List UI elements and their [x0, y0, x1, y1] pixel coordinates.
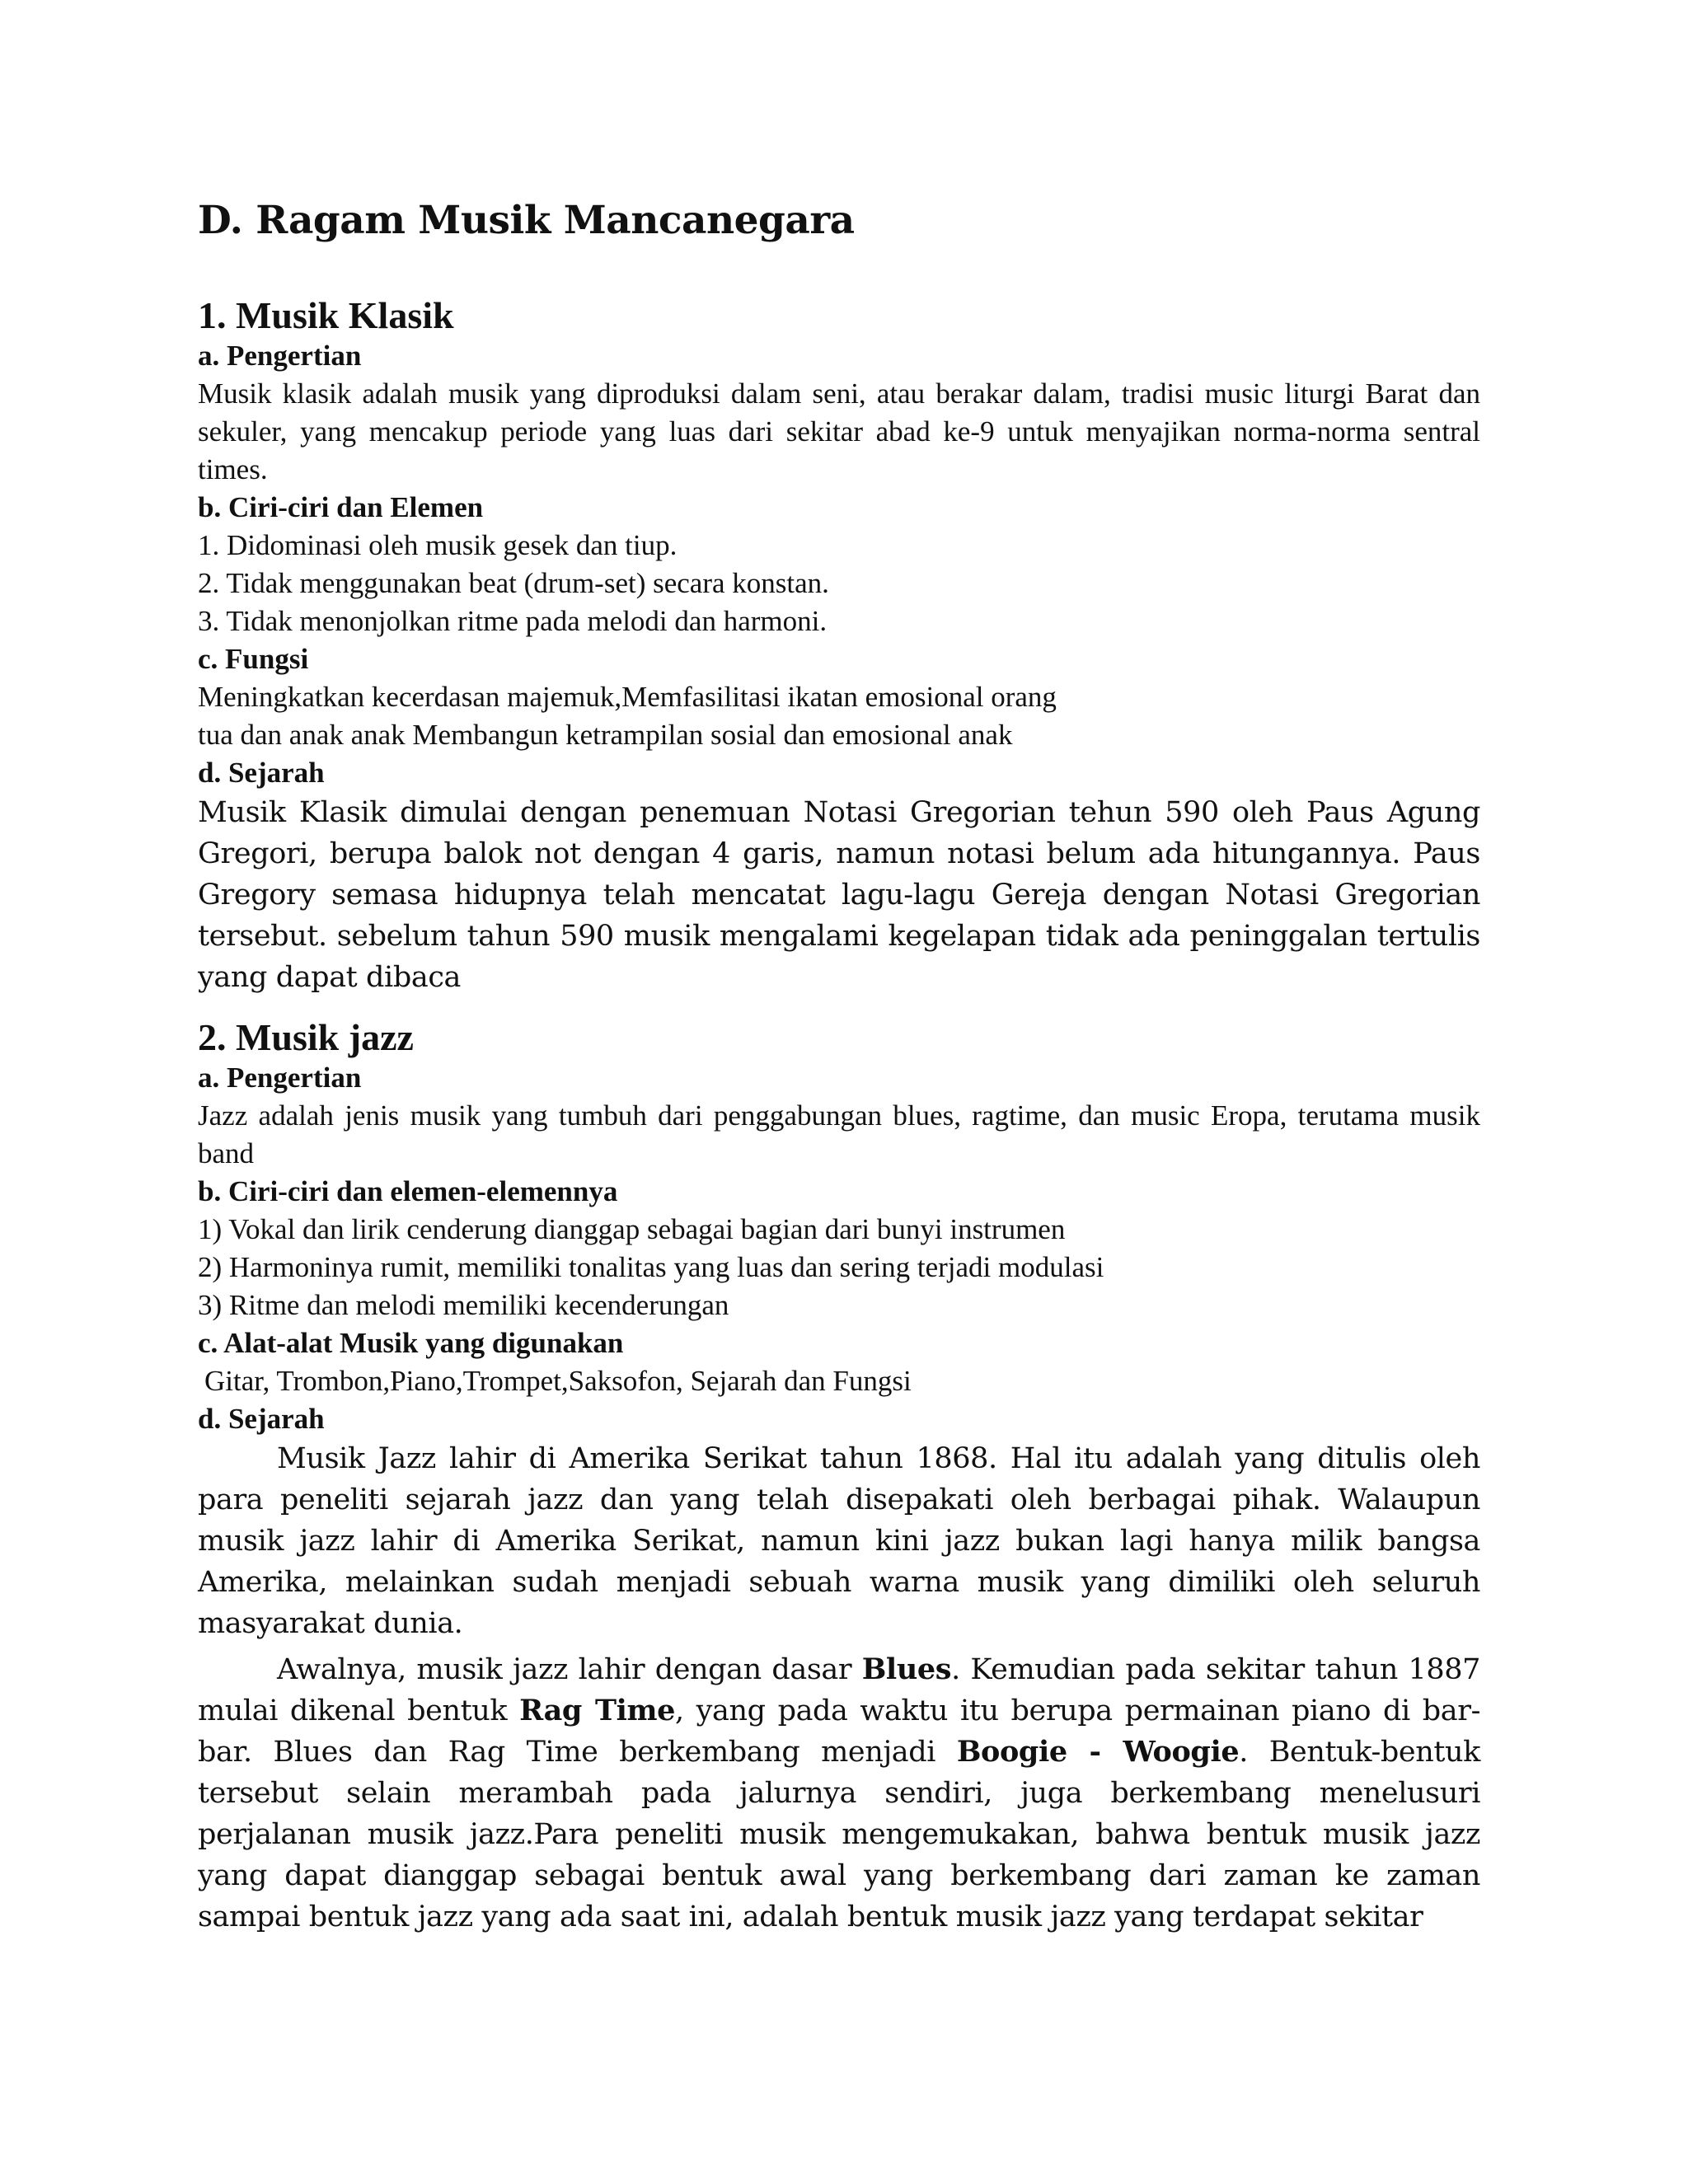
term-rag-time: Rag Time — [519, 1694, 676, 1727]
klasik-ciri-label: b. Ciri-ciri dan Elemen — [198, 491, 484, 523]
jazz-sejarah-paragraph-2 — [198, 1649, 1480, 1938]
p2-text-3: , yang pada waktu itu berupa permainan piano di bar-bar. Blues dan Rag Time berkembang menjadi — [198, 1694, 1480, 1769]
klasik-fungsi-line: Meningkatkan kecerdasan majemuk,Memfasilitasi ikatan emosional orang — [198, 681, 1057, 713]
p2-text-4: . Bentuk-bentuk tersebut selain merambah pada jalurnya sendiri, juga berkembang menelusuri perjalanan musik jazz.Para peneliti musik mengemukakan, bahwa bentuk musik jazz yang dapat dianggap sebagai bentuk awal yang berkembang dari zaman ke zaman sampai bentuk jazz yang ada saat ini, adalah bentuk musik jazz yang terdapat sekitar — [198, 1736, 1480, 1933]
page-title: D. Ragam Musik Mancanegara — [198, 198, 855, 243]
term-boogie-woogie: Boogie - Woogie — [956, 1735, 1240, 1769]
p2-text-2: . Kemudian pada sekitar tahun 1887 mulai dikenal bentuk — [198, 1653, 1480, 1727]
section-heading-jazz: 2. Musik jazz — [198, 1016, 414, 1058]
jazz-ciri-item: 2) Harmoninya rumit, memiliki tonalitas yang luas dan sering terjadi modulasi — [198, 1251, 1104, 1283]
klasik-pengertian-text: Musik klasik adalah musik yang diproduksi dalam seni, atau berakar dalam, tradisi music liturgi Barat dan sekuler, yang mencakup periode yang luas dari sekitar abad ke-9 untuk menyajikan norma-norma sentral times. — [198, 377, 1480, 485]
section-heading-klasik: 1. Musik Klasik — [198, 294, 454, 336]
klasik-fungsi-line: tua dan anak anak Membangun ketrampilan sosial dan emosional anak — [198, 719, 1013, 751]
klasik-sejarah-label: d. Sejarah — [198, 757, 325, 789]
klasik-sejarah-text: Musik Klasik dimulai dengan penemuan Notasi Gregorian tehun 590 oleh Paus Agung Gregori, berupa balok not dengan 4 garis, namun notasi belum ada hitungannya. Paus Gregory semasa hidupnya telah mencatat lagu-lagu Gereja dengan Notasi Gregorian tersebut. sebelum tahun 590 musik mengalami kegelapan tidak ada peninggalan tertulis yang dapat dibaca — [198, 796, 1480, 994]
klasik-pengertian-label: a. Pengertian — [198, 340, 362, 372]
jazz-sejarah-label: d. Sejarah — [198, 1403, 325, 1435]
klasik-ciri-item: 3. Tidak menonjolkan ritme pada melodi dan harmoni. — [198, 605, 828, 637]
jazz-alat-text: Gitar, Trombon,Piano,Trompet,Saksofon, Sejarah dan Fungsi — [204, 1365, 912, 1397]
p2-text-1: Awalnya, musik jazz lahir dengan dasar — [277, 1653, 862, 1686]
klasik-ciri-item: 1. Didominasi oleh musik gesek dan tiup. — [198, 529, 678, 561]
jazz-alat-label: c. Alat-alat Musik yang digunakan — [198, 1327, 624, 1359]
jazz-pengertian-label: a. Pengertian — [198, 1062, 362, 1094]
jazz-ciri-item: 3) Ritme dan melodi memiliki kecenderungan — [198, 1289, 729, 1321]
jazz-sejarah-paragraph-1: Musik Jazz lahir di Amerika Serikat tahun 1868. Hal itu adalah yang ditulis oleh para peneliti sejarah jazz dan yang telah disepakati oleh berbagai pihak. Walaupun musik jazz lahir di Amerika Serikat, namun kini jazz bukan lagi hanya milik bangsa Amerika, melainkan sudah menjadi sebuah warna musik yang dimiliki oleh seluruh masyarakat dunia. — [198, 1442, 1480, 1640]
klasik-ciri-item: 2. Tidak menggunakan beat (drum-set) secara konstan. — [198, 567, 829, 599]
term-blues: Blues — [861, 1652, 952, 1686]
klasik-fungsi-label: c. Fungsi — [198, 643, 309, 675]
jazz-pengertian-text: Jazz adalah jenis musik yang tumbuh dari penggabungan blues, ragtime, dan music Eropa, terutama musik band — [198, 1099, 1480, 1169]
jazz-ciri-item: 1) Vokal dan lirik cenderung dianggap sebagai bagian dari bunyi instrumen — [198, 1213, 1066, 1245]
page-content — [198, 194, 1480, 1938]
jazz-ciri-label: b. Ciri-ciri dan elemen-elemennya — [198, 1175, 618, 1207]
